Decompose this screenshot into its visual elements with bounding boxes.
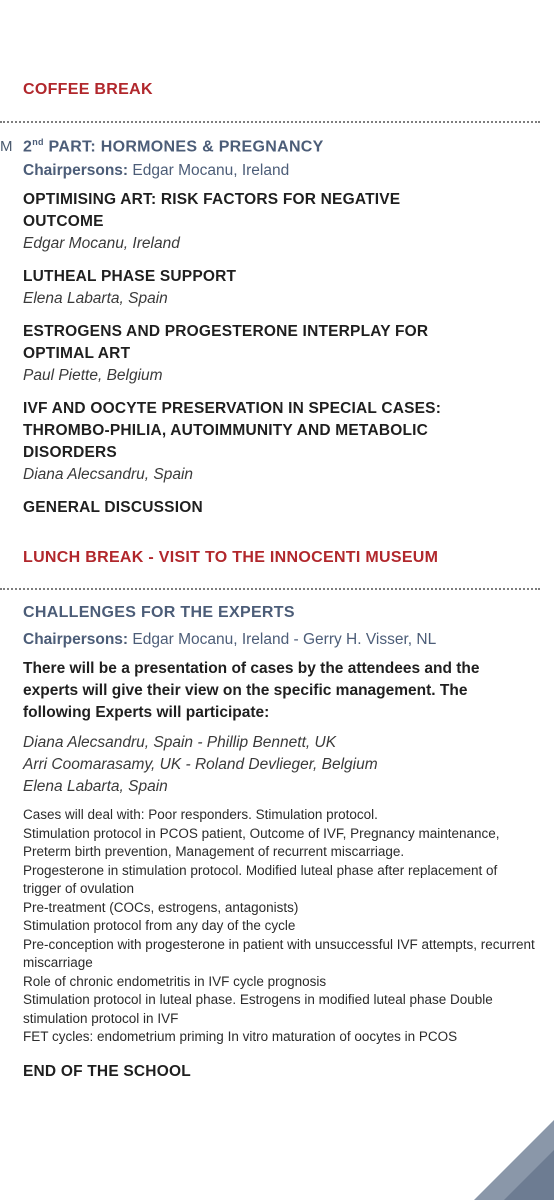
talk-speaker: Elena Labarta, Spain [23,290,168,308]
case-item: Cases will deal with: Poor responders. Stimulation protocol. [23,807,378,822]
talk-speaker: Diana Alecsandru, Spain [23,466,194,484]
talk-item [23,189,538,255]
part2-title: 2nd PART: HORMONES & PREGNANCY [23,137,324,156]
case-item: Pre-treatment (COCs, estrogens, antagonists) [23,899,299,915]
talk-item [23,321,538,387]
talk-title: LUTHEAL PHASE SUPPORT [23,268,237,286]
experts-line: Diana Alecsandru, Spain - Phillip Bennett, UK [23,734,337,751]
challenges-title: CHALLENGES FOR THE EXPERTS [23,604,295,621]
case-item: Pre-conception with progesterone in patient with unsuccessful IVF attempts, recurrent miscarriage [23,936,535,970]
talk-title: ESTROGENS AND PROGESTERONE INTERPLAY FOR OPTIMAL ART [23,323,429,363]
corner-decoration [474,1120,554,1200]
talk-speaker: Edgar Mocanu, Ireland [23,235,180,253]
challenges-section [23,604,538,1083]
experts-list [23,732,538,798]
case-item: FET cycles: endometrium priming In vitro maturation of oocytes in PCOS [23,1029,458,1044]
talk-speaker: Paul Piette, Belgium [23,367,163,385]
section-divider [0,588,540,590]
section-divider [0,121,540,123]
case-item: Role of chronic endometritis in IVF cycle prognosis [23,973,327,989]
talk-item [23,266,538,310]
part2-section [23,137,538,519]
case-item: Stimulation protocol in luteal phase. Estrogens in modified luteal phase Double stimulation protocol in IVF [23,992,493,1026]
talk-item [23,398,538,486]
talk-title: IVF AND OOCYTE PRESERVATION IN SPECIAL CASES: THROMBO-PHILIA, AUTOIMMUNITY AND METABOLIC DISORDERS [23,400,442,462]
part2-chairpersons: Chairpersons: Edgar Mocanu, Ireland [23,162,290,180]
lunch-break-label: LUNCH BREAK - VISIT TO THE INNOCENTI MUSEUM [23,549,439,566]
end-of-school: END OF THE SCHOOL [23,1062,191,1080]
challenges-intro: There will be a presentation of cases by the attendees and the experts will give their view on the specific management. The following Experts will participate: [23,660,480,721]
talk-title: OPTIMISING ART: RISK FACTORS FOR NEGATIVE OUTCOME [23,191,401,231]
challenges-chairpersons: Chairpersons: Edgar Mocanu, Ireland - Gerry H. Visser, NL [23,631,437,648]
experts-line: Elena Labarta, Spain [23,778,168,795]
coffee-break-label: COFFEE BREAK [23,81,153,98]
cropped-time-marker: M [0,138,13,155]
general-discussion: GENERAL DISCUSSION [23,499,203,517]
case-item: Stimulation protocol from any day of the cycle [23,918,296,933]
experts-line: Arri Coomarasamy, UK - Roland Devlieger, Belgium [23,756,378,773]
case-item: Progesterone in stimulation protocol. Modified luteal phase after replacement of trigger of ovulation [23,862,498,896]
cases-list [23,806,535,1047]
case-item: Stimulation protocol in PCOS patient, Outcome of IVF, Pregnancy maintenance, Preterm birth prevention, Management of recurrent miscarriage. [23,825,500,859]
